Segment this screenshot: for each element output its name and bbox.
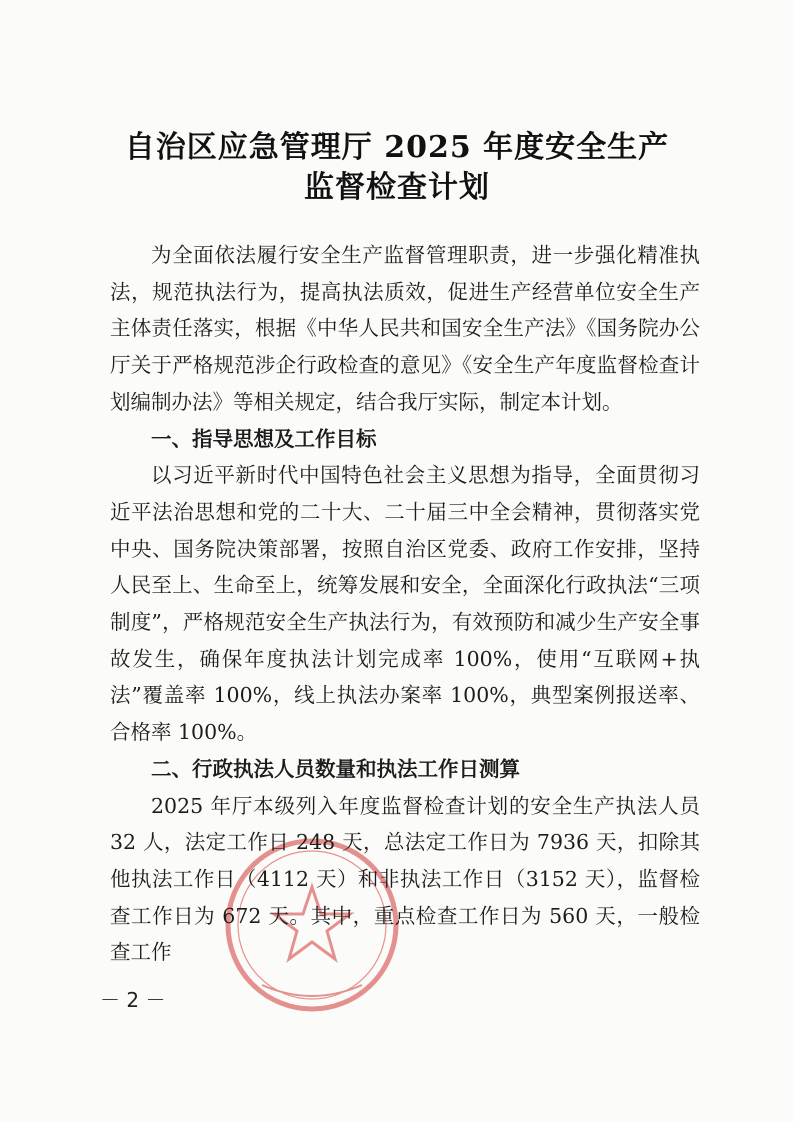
section-heading-2: 二、行政执法人员数量和执法工作日测算 <box>151 756 520 781</box>
document-title-line-1: 自治区应急管理厅 2025 年度安全生产 <box>124 130 670 165</box>
section-1-paragraph: 以习近平新时代中国特色社会主义思想为指导，全面贯彻习近平法治思想和党的二十大、二十届三中全会精神，贯彻落实党中央、国务院决策部署，按照自治区党委、政府工作安排，坚持人民至上、生命至上，统筹发展和安全，全面深化行政执法“三项制度”，严格规范安全生产执法行为，有效预防和减少生产安全事故发生，确保年度执法计划完成率 100%，使用“互联网+执法”覆盖率 100%，线上执法办案率 100%，典型案例报送率、合格率 100%。 <box>110 463 700 745</box>
page-number: － 2 － <box>100 988 166 1012</box>
section-heading-1: 一、指导思想及工作目标 <box>151 426 377 451</box>
section-2-paragraph: 2025 年厅本级列入年度监督检查计划的安全生产执法人员 32 人，法定工作日 248 天，总法定工作日为 7936 天，扣除其他执法工作日（4112 天）和非执法工作日（3152 天），监督检查工作日为 672 天。其中，重点检查工作日为 560 天，一般检查工作 <box>110 793 700 965</box>
document-body <box>110 237 700 971</box>
document-title-line-2: 监督检查计划 <box>304 170 490 205</box>
intro-paragraph: 为全面依法履行安全生产监督管理职责，进一步强化精准执法，规范执法行为，提高执法质效，促进生产经营单位安全生产主体责任落实，根据《中华人民共和国安全生产法》《国务院办公厅关于严格规范涉企行政检查的意见》《安全生产年度监督检查计划编制办法》等相关规定，结合我厅实际，制定本计划。 <box>110 243 700 414</box>
